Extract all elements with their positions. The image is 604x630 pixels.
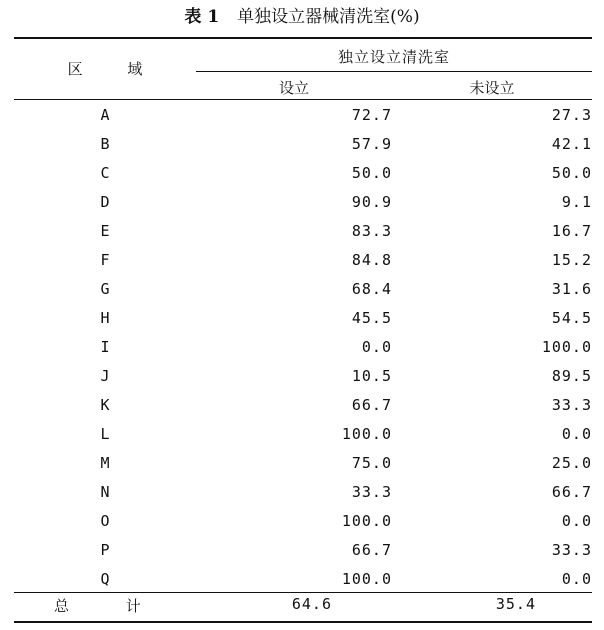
table-title: 单独设立器械清洗室(%) — [237, 7, 420, 27]
set-value-cell: 57.9 — [351, 134, 392, 153]
total-unset-value: 35.4 — [495, 595, 536, 613]
set-value-cell: 66.7 — [351, 395, 392, 414]
set-value-cell: 10.5 — [351, 366, 392, 385]
table-row — [14, 245, 592, 274]
set-value-cell: 100.0 — [341, 512, 392, 531]
region-cell: C — [100, 163, 110, 182]
set-value-cell: 75.0 — [351, 454, 392, 473]
header-unset: 未设立 — [469, 79, 515, 97]
unset-value-cell: 27.3 — [551, 105, 592, 124]
table-row — [14, 507, 592, 536]
unset-value-cell: 100.0 — [541, 337, 592, 356]
unset-value-cell: 15.2 — [551, 250, 592, 269]
table-row — [14, 187, 592, 216]
header-region: 区 域 — [67, 60, 163, 78]
data-table — [14, 100, 592, 594]
set-value-cell: 50.0 — [351, 163, 392, 182]
region-cell: H — [100, 308, 110, 327]
region-cell: A — [100, 105, 110, 124]
table-row — [14, 100, 592, 129]
unset-value-cell: 42.1 — [551, 134, 592, 153]
region-cell: Q — [100, 570, 110, 589]
set-value-cell: 33.3 — [351, 483, 392, 502]
set-value-cell: 84.8 — [351, 250, 392, 269]
table-row — [14, 565, 592, 594]
set-value-cell: 100.0 — [341, 425, 392, 444]
table-row — [14, 478, 592, 507]
unset-value-cell: 33.3 — [551, 541, 592, 560]
table-row — [14, 216, 592, 245]
set-value-cell: 100.0 — [341, 570, 392, 589]
unset-value-cell: 33.3 — [551, 395, 592, 414]
total-set-value: 64.6 — [291, 595, 332, 613]
region-cell: D — [100, 192, 110, 211]
set-value-cell: 90.9 — [351, 192, 392, 211]
table-row — [14, 129, 592, 158]
table-row — [14, 303, 592, 332]
unset-value-cell: 31.6 — [551, 279, 592, 298]
region-cell: J — [100, 366, 110, 385]
table-number: 表 1 — [184, 7, 220, 27]
set-value-cell: 45.5 — [351, 308, 392, 327]
unset-value-cell: 0.0 — [561, 425, 592, 444]
set-value-cell: 83.3 — [351, 221, 392, 240]
header-group: 独立设立清洗室 — [337, 48, 450, 66]
set-value-cell: 66.7 — [351, 541, 392, 560]
unset-value-cell: 16.7 — [551, 221, 592, 240]
set-value-cell: 72.7 — [351, 105, 392, 124]
unset-value-cell: 9.1 — [561, 192, 592, 211]
total-row — [14, 593, 592, 619]
table-row — [14, 158, 592, 187]
table-row — [14, 390, 592, 419]
unset-value-cell: 54.5 — [551, 308, 592, 327]
region-cell: G — [100, 279, 110, 298]
table-row — [14, 420, 592, 449]
region-cell: F — [100, 250, 110, 269]
table-row — [14, 332, 592, 361]
unset-value-cell: 50.0 — [551, 163, 592, 182]
table-row — [14, 536, 592, 565]
region-cell: O — [100, 512, 110, 531]
total-label: 总 计 — [54, 597, 167, 615]
bottom-rule — [14, 621, 592, 623]
unset-value-cell: 25.0 — [551, 454, 592, 473]
region-cell: P — [100, 541, 110, 560]
table-row — [14, 361, 592, 390]
header-set: 设立 — [278, 79, 309, 97]
group-subrule — [196, 71, 592, 72]
unset-value-cell: 66.7 — [551, 483, 592, 502]
unset-value-cell: 89.5 — [551, 366, 592, 385]
table-row — [14, 449, 592, 478]
region-cell: L — [100, 425, 110, 444]
region-cell: M — [100, 454, 110, 473]
unset-value-cell: 0.0 — [561, 512, 592, 531]
data-table-body — [14, 100, 592, 594]
table-row — [14, 274, 592, 303]
top-rule — [14, 37, 592, 39]
region-cell: I — [100, 337, 110, 356]
table-caption — [0, 4, 604, 30]
set-value-cell: 68.4 — [351, 279, 392, 298]
region-cell: B — [100, 134, 110, 153]
region-cell: N — [100, 483, 110, 502]
unset-value-cell: 0.0 — [561, 570, 592, 589]
region-cell: E — [100, 221, 110, 240]
region-cell: K — [100, 395, 110, 414]
set-value-cell: 0.0 — [361, 337, 392, 356]
